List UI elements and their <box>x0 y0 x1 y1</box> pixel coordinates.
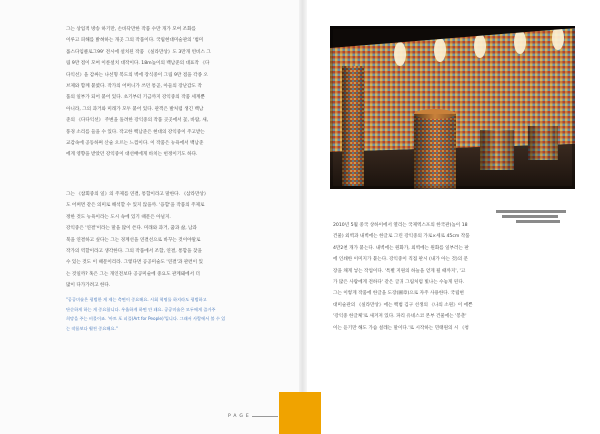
text-line: '강익중 한글체'로 새겨져 있다. 파리 유네스코 본부 건물에는 '봉춘' <box>333 314 467 320</box>
gallery-photo <box>330 26 575 189</box>
text-line: 이는 듣기만 해도 가슴 설레는 말이다.'로 시작하는 민태원의 시 《청 <box>333 325 469 331</box>
quote-line: 는 작품보다 훨씬 중요해요." <box>66 325 118 331</box>
text-line: 는 것일까? 혹은 그는 개인전보다 공공미술에 중요도 관계돼에서 더 <box>66 271 200 277</box>
text-line: 롤스다임클로그99' 전시에 설치된 작품 《실라만상》도 3만개 빈비스 그 <box>66 49 211 55</box>
text-line: 수 있는 것도 이 때문이리라. 그렇다면 공공미술도 '연결'과 관련이 있 <box>66 260 203 266</box>
text-line: 가 많은 사람에게 전하다' 같은 글귀 그림처럼 빛나는 수놓게 된다. <box>333 280 465 286</box>
text-line: 브제와 함께 붙였다. 작가의 어머니가 쓰던 통곧, 아들의 장난감도 작 <box>66 84 202 90</box>
text-line: 북을 연결하고 싶다는 그는 경계선을 연결선으로 바꾸는 것이야말로 <box>66 237 201 243</box>
text-line: 건물) 외벽과 내벽에는 한글로 그린 강익중의 가로×세로 45cm 작품 <box>333 234 470 240</box>
text-line: 아니라, 그의 과거와 미래가 모두 붙어 있다. 관객은 발처럼 생긴 백남 <box>66 106 204 112</box>
text-line: 장을 채게 넣는 작업이다. '특별 지원의 하늘을 얻게 될 때까지', '고 <box>333 268 466 274</box>
pull-quote <box>66 295 266 333</box>
text-line: 품의 일부가 되어 붙어 있다. 초기부터 기금까지 강익중의 작품 세계뿐 <box>66 95 205 101</box>
quote-line: "공공미술은 평범한 게 제는 측면이 중요해요. 시회 혁명를 하지라도 평범하고 <box>66 297 207 302</box>
text-line: 준의 《다다익선》 주변을 돌려한 강익중의 작품 곳곳에서 꽃, 바람, 새, <box>66 118 209 124</box>
left-body-paragraph-1 <box>66 24 274 161</box>
text-line: 에게 영향을 받았던 강익중이 대선배에게 바치는 헌정이기도 하다. <box>66 152 198 158</box>
text-line: 그는 이렇게 작품에 한글을 도장(圖章)으로 자주 사용한다. 국립현 <box>333 291 464 297</box>
quote-line: 희망을 주는 비물이죠. '아트 포 피플(Art for People)'입니다. 그래서 사람에서 볼 수 있 <box>66 316 226 322</box>
rule-line <box>502 215 558 218</box>
text-line: 강익중은 '연결'이라는 말을 많이 쓴다. 미래와 과거, 꿈과 삶, 남과 <box>66 226 197 232</box>
gallery-photo-illustration <box>330 26 575 189</box>
text-line: 이루고 피해를 밝혀하는 개곳 그의 작품이다. 국립현대미술관의 '범미 <box>66 38 204 44</box>
text-line: 대미술관의 《실라만상》에는 백범 김구 선생의 《나의 소원》이 에쁜 <box>333 302 473 308</box>
text-line: 많이 다가가려고 한다. <box>66 283 111 289</box>
text-line: 다익선》을 감싸는 나선형 복도의 벽에 장식중이 그림 9만 점을 각종 오 <box>66 72 208 78</box>
text-line: 2010년 5월 중국 상하이에서 열리는 국제엑스포의 한국관(높이 18 <box>333 223 468 228</box>
right-body-text <box>333 220 573 334</box>
page-gutter <box>299 0 307 434</box>
text-line: 작가의 역할이라고 생각한다. 그의 작품에서 조합, 연결, 통합을 찾을 <box>66 249 202 255</box>
text-line: 교감속에 공동하며 산술 오르는 느낌이다. 이 작품은 뉴욕에서 백남준 <box>66 141 204 147</box>
quote-line: 단순하게 하는 게 중요합니다. 우울하게 하면 안 돼요. 공공미술은 모두에게 즐거주 <box>66 306 216 312</box>
page-label: PAGE <box>228 414 252 419</box>
orange-accent-block <box>279 392 321 434</box>
text-line: 풍경 소리를 들을 수 있다. 작고한 백남준은 현대의 강익중이 주고받는 <box>66 129 205 135</box>
text-line: 도 어쩌면 같은 의미로 해석할 수 있지 않을까. '융합'을 작품의 주제로 <box>66 203 205 209</box>
text-line: 그는 《참회중의 일》의 주제를 연결, 통합이라고 말한다. 《삼라만상》 <box>66 192 209 197</box>
text-line: 에 인쇄한 이미지가 붙는다. 강익중이 직접 판시 (내가 아는 것)의 문 <box>333 257 469 263</box>
left-body-paragraph-2 <box>66 189 274 292</box>
rule-line <box>496 210 566 213</box>
text-line: 4만2천 개가 붙는다. 내벽에는 원화가, 외벽에는 원화를 일부러는 판 <box>333 245 469 251</box>
page-rule <box>252 416 278 417</box>
text-line: 림 9만 점이 모여 이룬설치 대작이다. 18m높이의 백남준의 대표작 《다 <box>66 61 210 67</box>
text-line: 정한 것도 뉴욕이라는 도시 속에 있기 때문은 아닐지. <box>66 214 171 220</box>
text-line: 그는 상업적 방송 하기만, 손바닥만한 작품 수만 개가 모여 조화를 <box>66 27 196 32</box>
